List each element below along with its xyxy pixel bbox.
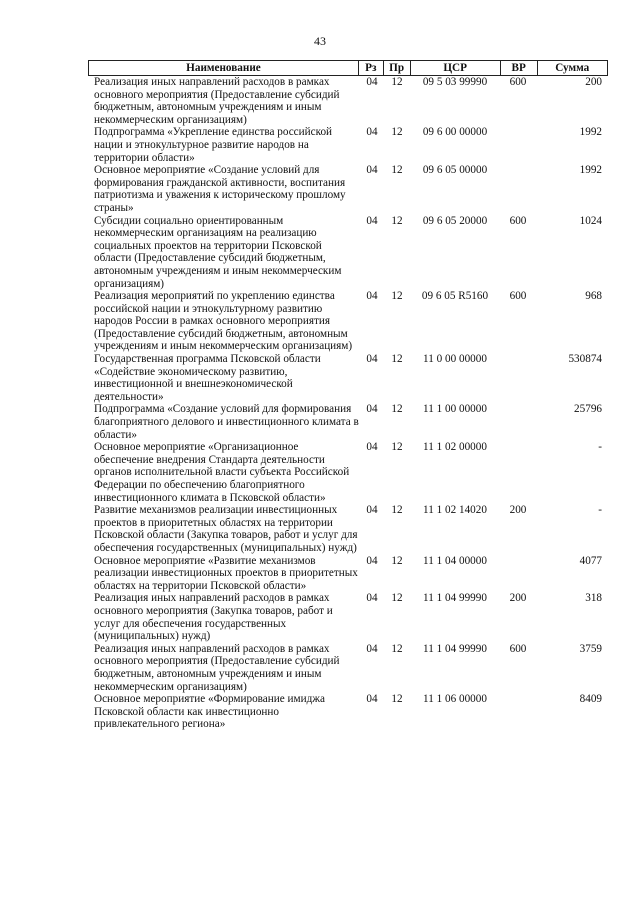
cell-pr: 12 <box>391 214 403 227</box>
table-body <box>88 76 608 731</box>
cell-pr: 12 <box>391 554 403 567</box>
header-sum: Сумма <box>537 61 608 75</box>
cell-vr <box>500 353 536 403</box>
cell-vr <box>500 693 536 731</box>
cell-vr <box>500 555 536 593</box>
table-row <box>88 592 608 642</box>
table-row <box>88 555 608 593</box>
table-row <box>88 643 608 693</box>
cell-name: Подпрограмма «Создание условий для формирования благоприятного делового и инвестиционного климата в области» <box>94 403 359 441</box>
cell-vr <box>500 164 536 214</box>
cell-rz: 04 <box>366 353 378 366</box>
table-row <box>88 441 608 504</box>
cell-pr: 12 <box>391 353 403 366</box>
cell-name: Основное мероприятие «Формирование имиджа Псковской области как инвестиционно привлекательного региона» <box>94 693 325 731</box>
cell-csr: 09 5 03 99990 <box>422 76 488 88</box>
page-number: 43 <box>314 34 326 48</box>
cell-name: Реализация иных направлений расходов в рамках основного мероприятия (Закупка товаров, работ и услуг для обеспечения государственных (муниципальных) нужд) <box>94 592 333 643</box>
cell-pr: 12 <box>391 592 403 605</box>
cell-rz: 04 <box>366 403 378 416</box>
cell-sum: 530874 <box>568 353 602 366</box>
table-row <box>88 126 608 164</box>
cell-csr: 09 6 05 00000 <box>422 164 488 177</box>
cell-name: Развитие механизмов реализации инвестиционных проектов в приоритетных областях на территории Псковской области (Закупка товаров, работ и услуг для обеспечения государственных (муниципальных) нужд) <box>94 504 358 554</box>
cell-csr: 11 0 00 00000 <box>423 353 487 366</box>
cell-vr: 200 <box>509 504 527 517</box>
table-row <box>88 76 608 126</box>
cell-name: Реализация иных направлений расходов в рамках основного мероприятия (Предоставление субсидий бюджетным, автономным учреждениям и иным некоммерческим организациям) <box>94 76 340 126</box>
cell-csr: 11 1 02 00000 <box>423 441 487 454</box>
cell-rz: 04 <box>366 592 378 605</box>
cell-sum: 1024 <box>579 214 602 227</box>
cell-rz: 04 <box>366 126 378 139</box>
cell-vr: 600 <box>509 214 527 227</box>
cell-sum: 1992 <box>579 126 602 139</box>
cell-rz: 04 <box>366 441 378 454</box>
cell-sum: - <box>598 441 602 454</box>
cell-pr: 12 <box>391 403 403 416</box>
cell-name: Подпрограмма «Укрепление единства российской нации и этнокультурное развитие народов на территории области» <box>94 126 333 164</box>
cell-vr <box>500 403 536 441</box>
cell-pr: 12 <box>391 164 403 177</box>
cell-pr: 12 <box>391 642 403 655</box>
cell-csr: 11 1 00 00000 <box>423 403 487 416</box>
header-vr: ВР <box>500 61 537 75</box>
cell-vr <box>500 126 536 164</box>
cell-rz: 04 <box>366 76 378 88</box>
cell-name: Реализация мероприятий по укреплению единства российской нации и этнокультурному развитию народов России в рамках основного мероприятия (Предоставление субсидий бюджетным, автономным учреждениям и иным некоммерческим организациям) <box>94 290 353 353</box>
cell-vr: 200 <box>509 592 527 605</box>
cell-pr: 12 <box>391 693 403 706</box>
cell-csr: 09 6 00 00000 <box>422 126 488 139</box>
cell-name: Реализация иных направлений расходов в рамках основного мероприятия (Предоставление субсидий бюджетным, автономным учреждениям и иным некоммерческим организациям) <box>94 642 340 693</box>
cell-csr: 11 1 06 00000 <box>423 693 487 706</box>
cell-rz: 04 <box>366 504 378 517</box>
cell-sum: - <box>598 504 602 517</box>
cell-sum: 318 <box>585 592 602 605</box>
cell-rz: 04 <box>366 290 378 303</box>
cell-vr <box>500 441 536 504</box>
cell-name: Основное мероприятие «Организационное обеспечение внедрения Стандарта деятельности органов исполнительной власти субъекта Российской Федерации по обеспечению благоприятного инвестиционного климата в Псковской области» <box>94 441 350 504</box>
cell-csr: 11 1 04 99990 <box>423 642 487 655</box>
cell-sum: 968 <box>585 290 602 303</box>
cell-pr: 12 <box>391 76 403 88</box>
cell-csr: 09 6 05 20000 <box>422 214 488 227</box>
cell-rz: 04 <box>366 164 378 177</box>
cell-sum: 8409 <box>579 693 602 706</box>
header-name: Наименование <box>88 61 358 75</box>
cell-name: Субсидии социально ориентированным некоммерческим организациям на реализацию социальных проектов на территории Псковской области (Предоставление субсидий бюджетным, автономным учреждениям и иным некоммерческим организациям) <box>94 214 342 290</box>
cell-csr: 09 6 05 R5160 <box>421 290 489 303</box>
cell-csr: 11 1 04 00000 <box>423 554 487 567</box>
cell-sum: 3759 <box>579 642 602 655</box>
cell-rz: 04 <box>366 214 378 227</box>
table-row <box>88 215 608 291</box>
cell-csr: 11 1 04 99990 <box>423 592 487 605</box>
table-row <box>88 353 608 403</box>
cell-pr: 12 <box>391 504 403 517</box>
header-pr: Пр <box>383 61 410 75</box>
cell-vr: 600 <box>509 642 527 655</box>
table-row <box>88 504 608 554</box>
budget-table <box>88 60 608 731</box>
cell-pr: 12 <box>391 126 403 139</box>
table-row <box>88 290 608 353</box>
table-row <box>88 164 608 214</box>
cell-rz: 04 <box>366 693 378 706</box>
cell-vr: 600 <box>509 290 527 303</box>
cell-name: Основное мероприятие «Создание условий для формирования гражданской активности, воспитания патриотизма и уважения к историческому прошлому страны» <box>94 164 346 214</box>
cell-rz: 04 <box>366 554 378 567</box>
cell-name: Основное мероприятие «Развитие механизмов реализации инвестиционных проектов в приоритетных областях на территории Псковской области» <box>94 554 358 592</box>
cell-sum: 25796 <box>574 403 602 416</box>
cell-sum: 1992 <box>579 164 602 177</box>
table-header <box>88 60 608 76</box>
cell-rz: 04 <box>366 642 378 655</box>
cell-sum: 200 <box>585 76 602 88</box>
cell-pr: 12 <box>391 290 403 303</box>
table-row <box>88 403 608 441</box>
cell-pr: 12 <box>391 441 403 454</box>
header-csr: ЦСР <box>410 61 500 75</box>
table-row <box>88 693 608 731</box>
cell-csr: 11 1 02 14020 <box>423 504 487 517</box>
cell-name: Государственная программа Псковской области «Содействие экономическому развитию, инвестиционной и внешнеэкономической деятельности» <box>94 353 321 403</box>
cell-vr: 600 <box>509 76 527 88</box>
header-rz: Рз <box>358 61 383 75</box>
cell-sum: 4077 <box>579 554 602 567</box>
